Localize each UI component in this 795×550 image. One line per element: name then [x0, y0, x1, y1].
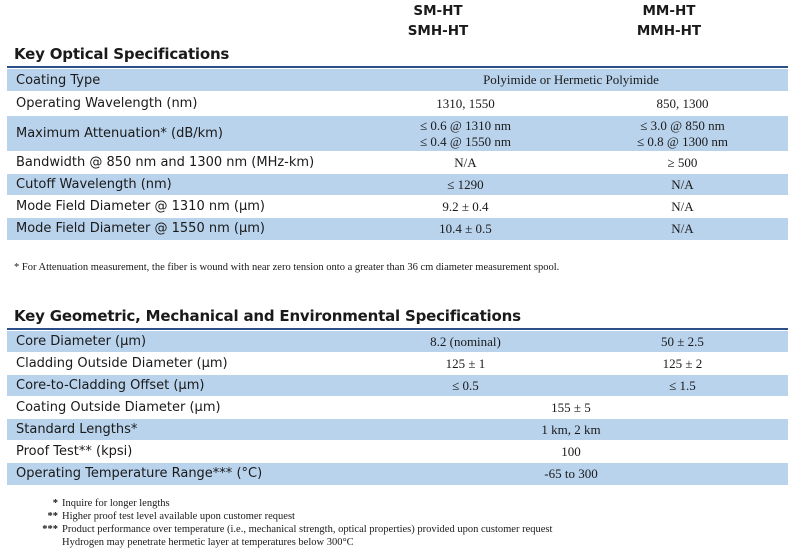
column-header-mm [609, 1, 729, 41]
row-value-mm [577, 116, 788, 152]
row-value-span: 1 km, 2 km [354, 419, 788, 441]
row-label: Mode Field Diameter @ 1310 nm (µm) [7, 196, 354, 218]
row-value-sm: N/A [354, 152, 577, 174]
row-value-mm: ≤ 1.5 [577, 375, 788, 397]
footnote [24, 537, 354, 548]
footnote-text: Inquire for longer lengths [62, 498, 170, 509]
table-row [7, 441, 788, 463]
row-value-mm: N/A [577, 174, 788, 196]
column-header-sm [378, 1, 498, 41]
row-value-line: ≤ 0.6 @ 1310 nm [420, 117, 511, 133]
row-value-sm: 10.4 ± 0.5 [354, 218, 577, 240]
row-label: Operating Wavelength (nm) [7, 92, 354, 116]
table-row [7, 419, 788, 441]
table-row [7, 463, 788, 485]
column-header-mm-line2: MMH-HT [636, 23, 702, 39]
row-label: Mode Field Diameter @ 1550 nm (µm) [7, 218, 354, 240]
column-header-sm-line2: SMH-HT [407, 23, 469, 39]
footnote-mark: ** [47, 511, 58, 522]
row-value-mm: 125 ± 2 [577, 353, 788, 375]
optical-spec-table [7, 68, 788, 240]
row-label: Core Diameter (µm) [7, 331, 354, 353]
table-row [7, 92, 788, 116]
row-value-sm [354, 116, 577, 152]
geometric-spec-table [7, 330, 788, 485]
footnote-text: Hydrogen may penetrate hermetic layer at temperatures below 300°C [62, 537, 354, 548]
table-row [7, 116, 788, 152]
row-value-sm: 8.2 (nominal) [354, 331, 577, 353]
row-label: Coating Outside Diameter (µm) [7, 397, 354, 419]
row-value-mm: ≥ 500 [577, 152, 788, 174]
row-value-sm: ≤ 1290 [354, 174, 577, 196]
row-value-line: ≤ 0.4 @ 1550 nm [420, 133, 511, 149]
row-label: Operating Temperature Range*** (°C) [7, 463, 354, 485]
row-value-span: 100 [354, 441, 788, 463]
footnote [24, 511, 295, 522]
row-value-mm: N/A [577, 218, 788, 240]
row-label: Proof Test** (kpsi) [7, 441, 354, 463]
column-header-sm-line1: SM-HT [413, 3, 463, 19]
row-value-mm: N/A [577, 196, 788, 218]
row-label: Standard Lengths* [7, 419, 354, 441]
row-value-span: 155 ± 5 [354, 397, 788, 419]
row-value-sm: ≤ 0.5 [354, 375, 577, 397]
row-value-line: ≤ 3.0 @ 850 nm [640, 117, 725, 133]
row-label: Bandwidth @ 850 nm and 1300 nm (MHz-km) [7, 152, 354, 174]
row-value-mm: 850, 1300 [577, 92, 788, 116]
footnote [24, 524, 552, 535]
footnote [24, 498, 170, 509]
table-row [7, 375, 788, 397]
table-row [7, 353, 788, 375]
row-label: Cladding Outside Diameter (µm) [7, 353, 354, 375]
row-label: Coating Type [7, 69, 354, 92]
table-row [7, 69, 788, 92]
row-value-sm: 1310, 1550 [354, 92, 577, 116]
footnote-text: Product performance over temperature (i.e., mechanical strength, optical properties) provided upon customer request [62, 524, 553, 535]
row-value-sm: 9.2 ± 0.4 [354, 196, 577, 218]
table-row [7, 196, 788, 218]
row-value-sm: 125 ± 1 [354, 353, 577, 375]
row-label: Maximum Attenuation* (dB/km) [7, 116, 354, 152]
row-value-span: Polyimide or Hermetic Polyimide [354, 69, 788, 92]
row-value-span: -65 to 300 [354, 463, 788, 485]
attenuation-note: * For Attenuation measurement, the fiber is wound with near zero tension onto a greater than 36 cm diameter measurement spool. [14, 262, 560, 273]
row-value-line: ≤ 0.8 @ 1300 nm [637, 133, 728, 149]
table-row [7, 218, 788, 240]
row-value-mm: 50 ± 2.5 [577, 331, 788, 353]
table-row [7, 174, 788, 196]
optical-section-title: Key Optical Specifications [14, 45, 230, 63]
table-row [7, 152, 788, 174]
column-header-mm-line1: MM-HT [642, 3, 696, 19]
geometric-section-title: Key Geometric, Mechanical and Environmental Specifications [14, 307, 521, 325]
row-label: Cutoff Wavelength (nm) [7, 174, 354, 196]
footnote-mark: *** [42, 524, 58, 535]
table-row [7, 331, 788, 353]
footnote-mark: * [52, 498, 58, 509]
footnote-text: Higher proof test level available upon customer request [62, 511, 295, 522]
table-row [7, 397, 788, 419]
row-label: Core-to-Cladding Offset (µm) [7, 375, 354, 397]
